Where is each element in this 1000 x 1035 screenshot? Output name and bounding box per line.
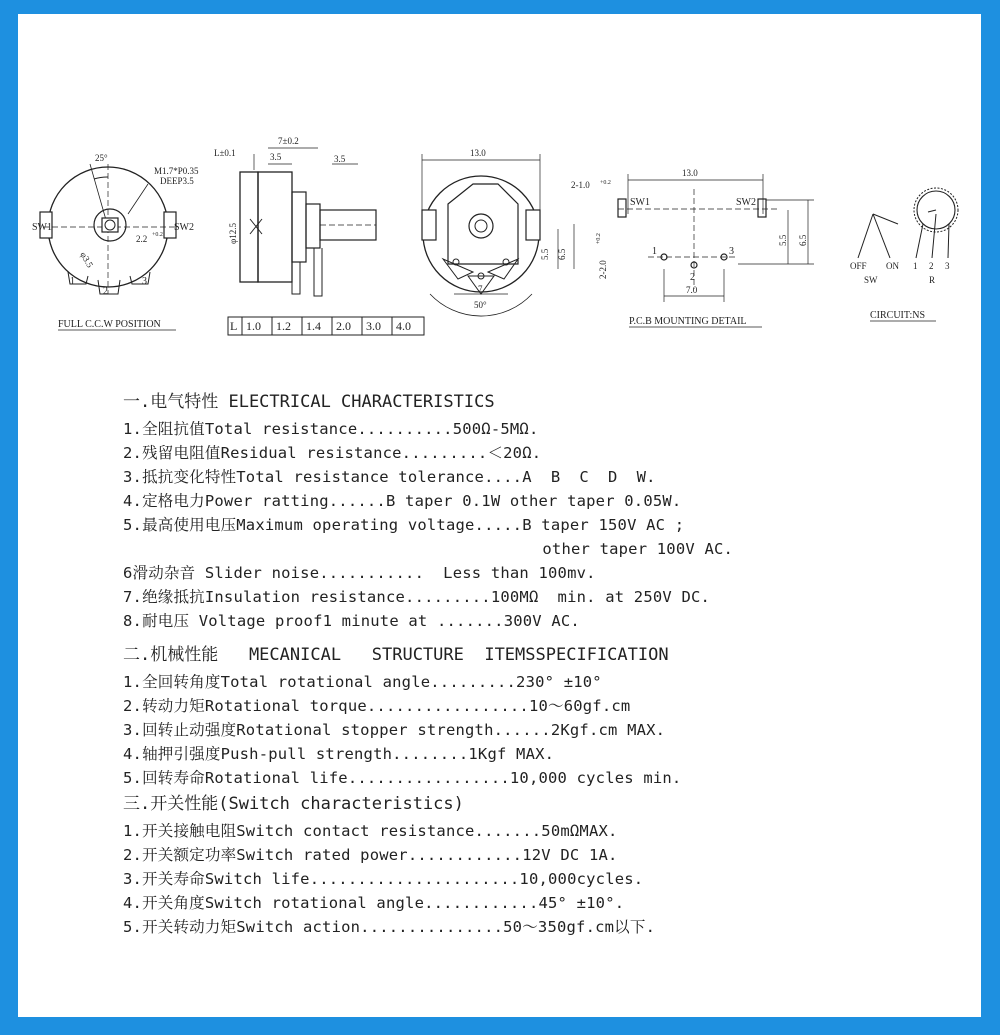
pcb-dim-5-5: 5.5 [778,234,788,246]
circuit-off-label: OFF [850,261,867,271]
spec-line: 5.最高使用电压Maximum operating voltage.....B taper 150V AC ; [123,516,685,534]
spec-line: 4.定格电力Power ratting......B taper 0.1W other taper 0.05W. [123,492,682,510]
pcb-dim-left2-tol: +0.2 [596,233,602,244]
spec-line: 8.耐电压 Voltage proof1 minute at .......300V AC. [123,612,580,630]
circuit-caption: CIRCUIT:NS [870,310,926,321]
pcb-dim-width: 13.0 [682,168,698,178]
spec-line: 2.转动力矩Rotational torque.................10～60gf.cm [123,697,631,715]
front-dim-2-2: 2.2 [136,234,148,244]
back-dim-5-5: 5.5 [540,248,550,260]
spec-line: 2.残留电阻值Residual resistance.........＜20Ω. [123,444,542,462]
pcb-pin-1: 1 [652,246,657,257]
pcb-dim-7: 7.0 [686,285,698,295]
spec-line: 1.全回转角度Total rotational angle.........230° ±10° [123,673,602,691]
thread-note: M1.7*P0.35 [154,166,199,176]
spec-line: 7.绝缘抵抗Insulation resistance.........100MΩ min. at 250V DC. [123,588,711,606]
circuit-r-label: R [929,275,936,285]
front-sw1-label: SW1 [32,222,52,233]
circuit-on-label: ON [886,261,899,271]
circuit-drawing [850,188,958,321]
front-dim-2-2-tol: +0.2 [152,232,163,238]
spec-line: 3.抵抗变化特性Total resistance tolerance....A B C D W. [123,468,656,486]
length-table-cell: 3.0 [366,319,381,333]
front-pin-1: 1 [70,276,75,287]
spec-line: other taper 100V AC. [123,540,734,558]
circuit-pin-2: 2 [929,261,934,271]
side-dim-7: 7±0.2 [278,136,299,146]
side-view-drawing [214,136,424,335]
spec-line: 4.轴押引强度Push-pull strength........1Kgf MAX. [123,745,555,763]
spec-line: 3.开关寿命Switch life......................10,000cycles. [123,870,644,888]
specifications [123,388,963,939]
pcb-pin-2: 2 [690,272,695,283]
length-table-cell: 1.2 [276,319,291,333]
spec-line: 2.开关额定功率Switch rated power............12V DC 1A. [123,846,618,864]
section-heading-switch: 三.开关性能(Switch characteristics) [123,794,464,814]
pcb-sw1-label: SW1 [630,197,650,208]
side-dim-3-5a: 3.5 [270,152,282,162]
circuit-pin-3: 3 [945,261,950,271]
pcb-pin-3: 3 [729,246,734,257]
pcb-sw2-label: SW2 [736,197,756,208]
front-view-caption: FULL C.C.W POSITION [58,319,161,330]
side-dim-L: L±0.1 [214,148,236,158]
section-heading-mechanical: 二.机械性能 MECANICAL STRUCTURE ITEMSSPECIFICATION [123,645,669,665]
spec-line: 5.回转寿命Rotational life.................10,000 cycles min. [123,769,682,787]
spec-line: 4.开关角度Switch rotational angle............45° ±10°. [123,894,625,912]
back-dim-7: 7 [478,284,483,294]
length-table-cell: 4.0 [396,319,411,333]
spec-line: 5.开关转动力矩Switch action...............50～350gf.cm以下. [123,918,656,936]
spec-line: 6滑动杂音 Slider noise........... Less than 100mv. [123,564,596,582]
pcb-mounting-drawing [571,168,814,327]
side-dim-dia: φ12.5 [228,223,238,244]
spec-line: 1.全阻抗值Total resistance..........500Ω-5MΩ. [123,420,539,438]
angle-25-label: 25° [95,153,108,163]
length-table-cell: 1.0 [246,319,261,333]
circuit-pin-1: 1 [913,261,918,271]
front-dim-3-5: φ3.5 [78,250,96,270]
back-angle-50: 50° [474,300,487,310]
pcb-dim-left1-tol: +0.2 [600,180,611,186]
front-pin-3: 3 [142,276,147,287]
datasheet-page [18,14,981,1017]
front-view-drawing [32,153,199,330]
spec-line: 3.回转止动强度Rotational stopper strength......2Kgf.cm MAX. [123,721,666,739]
circuit-sw-label: SW [864,275,878,285]
side-dim-3-5b: 3.5 [334,154,346,164]
pcb-view-caption: P.C.B MOUNTING DETAIL [629,316,747,327]
spec-line: 1.开关接触电阻Switch contact resistance.......50mΩMAX. [123,822,618,840]
front-sw2-label: SW2 [174,222,194,233]
depth-note: DEEP3.5 [160,176,194,186]
length-table-header: L [230,319,238,333]
front-pin-2: 2 [103,286,108,297]
back-dim-6-5: 6.5 [557,248,567,260]
pcb-dim-6-5: 6.5 [798,234,808,246]
length-table-cell: 2.0 [336,319,351,333]
pcb-dim-left2: 2-2.0 [598,260,608,279]
section-heading-electrical: 一.电气特性 ELECTRICAL CHARACTERISTICS [123,392,495,412]
pcb-dim-left1: 2-1.0 [571,180,590,190]
technical-drawings [18,14,981,344]
length-table-cell: 1.4 [306,319,321,333]
back-view-drawing [422,148,574,316]
back-dim-width: 13.0 [470,148,486,158]
